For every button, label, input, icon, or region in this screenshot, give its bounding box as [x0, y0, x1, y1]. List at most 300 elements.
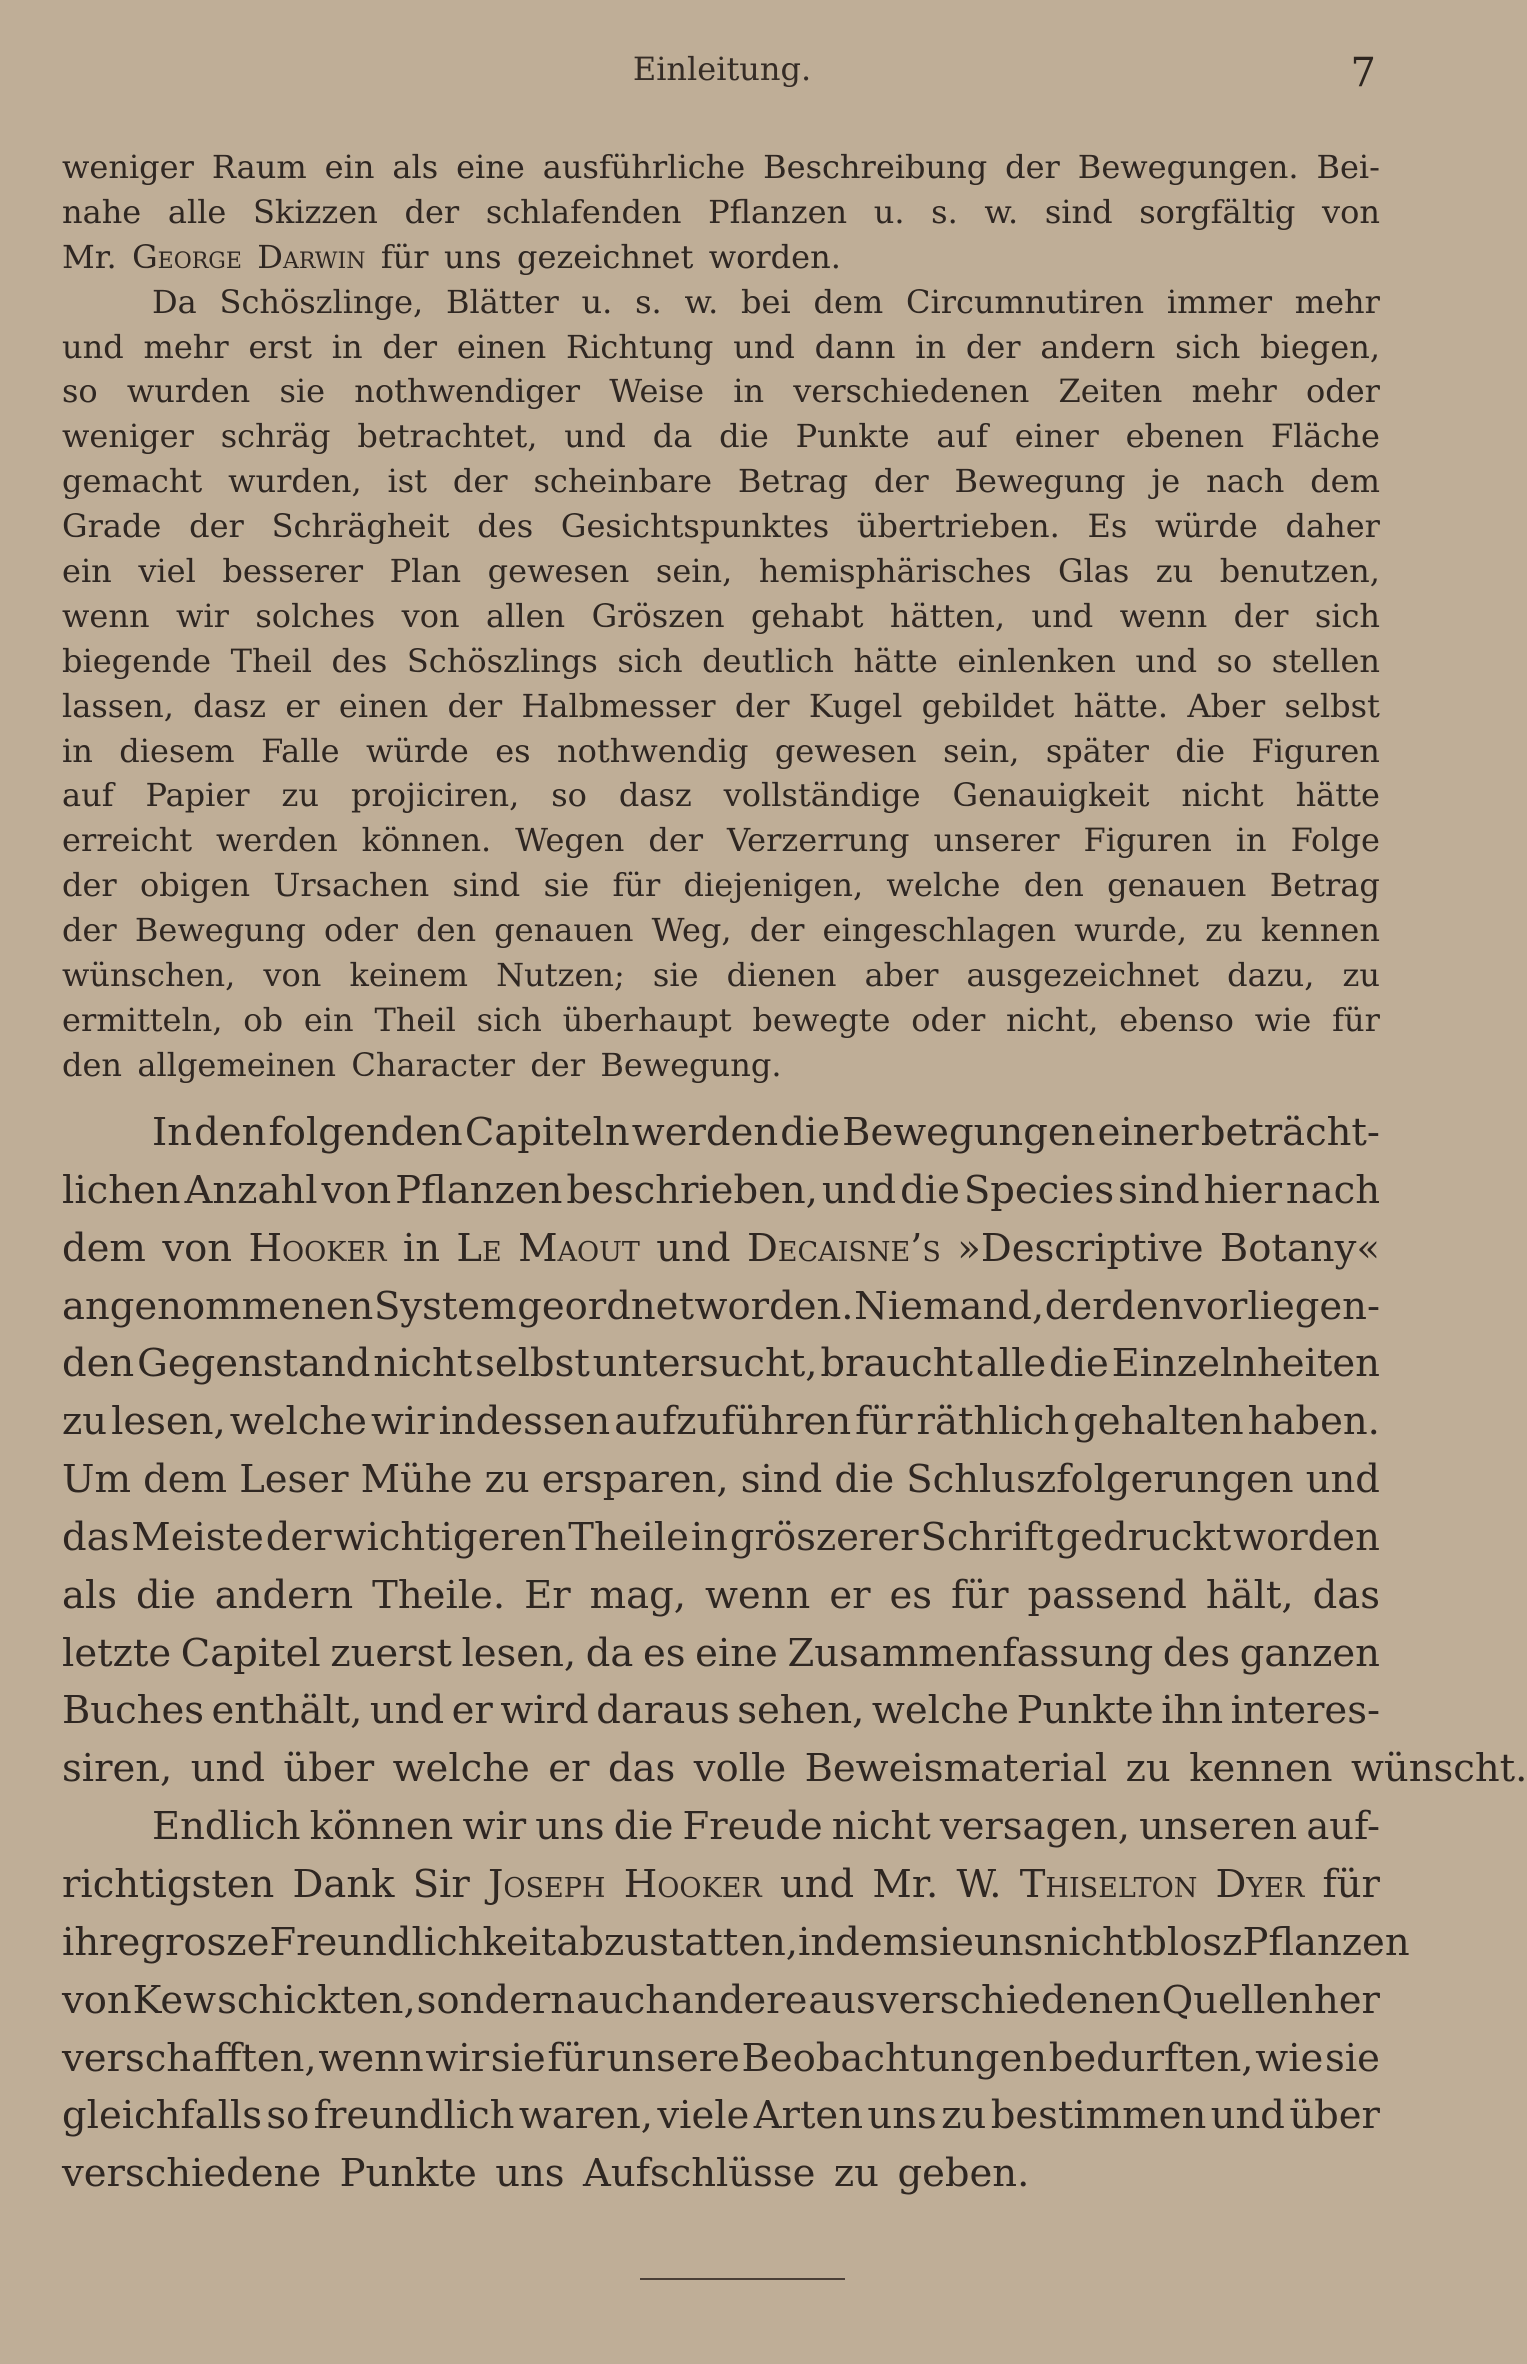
word: können. — [361, 821, 492, 860]
word: bewegte — [752, 1000, 891, 1039]
word: blosz — [1142, 1919, 1243, 1965]
word: sie — [490, 2035, 546, 2081]
word: Falle — [261, 731, 340, 770]
word: dazu, — [1227, 956, 1315, 995]
word: sondern — [416, 1977, 576, 2023]
word: Theile. — [372, 1572, 506, 1618]
word: ganzen — [1239, 1630, 1380, 1676]
word: von — [401, 596, 460, 635]
word: Character — [351, 1045, 515, 1084]
word: sind — [740, 1457, 823, 1503]
word: Thiselton — [1019, 1861, 1198, 1907]
word: auf- — [1306, 1804, 1380, 1850]
word: einlenken — [957, 641, 1116, 680]
word: wir — [462, 1804, 527, 1850]
word: der — [62, 911, 117, 950]
word: beschrieben, — [566, 1167, 818, 1213]
word: Pflanzen — [708, 192, 848, 231]
word: Theile — [568, 1514, 689, 1560]
word: der — [62, 866, 117, 905]
word: zu — [281, 776, 319, 815]
word: welche — [229, 1399, 367, 1445]
word: ermitteln, — [62, 1000, 223, 1039]
word: wünschen, — [62, 956, 236, 995]
word: der — [873, 462, 929, 501]
word: Le — [456, 1225, 502, 1271]
word: obigen — [140, 866, 251, 905]
word: oder — [323, 911, 398, 950]
word: werden — [216, 821, 338, 860]
word: Halbmesser — [521, 686, 716, 725]
word: genauen — [1107, 866, 1247, 905]
word: zu — [1155, 552, 1194, 591]
word: Freundlichkeit — [269, 1919, 557, 1965]
word: lassen, — [62, 686, 174, 725]
word: alle — [975, 1341, 1047, 1387]
text-line — [62, 684, 1380, 729]
text-line — [62, 190, 1380, 235]
word: übertrieben. — [856, 507, 1060, 546]
word: in — [690, 1514, 728, 1560]
text-line — [62, 1798, 1380, 1856]
word: unseren — [1139, 1804, 1298, 1850]
word: uns — [535, 1804, 605, 1850]
word: nicht — [373, 1341, 473, 1387]
word: der — [452, 462, 508, 501]
word: untersucht, — [592, 1341, 818, 1387]
word: wir — [370, 1399, 435, 1445]
word: selbst — [475, 1341, 590, 1387]
word: nothwendig — [556, 731, 749, 770]
word: auf — [62, 776, 114, 815]
word: zu — [941, 2093, 987, 2139]
word: die — [834, 1457, 895, 1503]
text-line — [62, 1393, 1380, 1451]
word: einer — [1014, 417, 1099, 456]
text-line — [62, 145, 1380, 190]
word: immer — [1166, 282, 1272, 321]
word: als — [392, 148, 439, 186]
text-line — [62, 414, 1380, 459]
word: sich — [1314, 596, 1380, 635]
word: sie — [652, 956, 699, 995]
word: Schöszlinge, — [219, 282, 424, 321]
word: Niemand, — [854, 1283, 1045, 1329]
word: hier — [1203, 1167, 1282, 1213]
word: mag, — [589, 1572, 686, 1618]
word: verschiedenen — [793, 372, 1030, 411]
word: würde — [366, 731, 469, 770]
word: Zeiten — [1058, 372, 1163, 411]
word: bedurften, — [1048, 2035, 1254, 2081]
word: Schöszlings — [406, 641, 598, 680]
word: zu — [62, 1399, 108, 1445]
word: für — [612, 866, 661, 905]
word: Punkte — [1016, 1688, 1154, 1734]
word: würde — [1155, 507, 1258, 546]
text-line — [62, 2030, 1380, 2088]
text-line — [62, 953, 1380, 998]
word: Plan — [389, 552, 462, 591]
word: es — [889, 1572, 933, 1618]
word: sind — [452, 866, 521, 905]
word: vollständige — [723, 776, 921, 815]
text-line — [62, 1104, 1380, 1162]
word: Sir — [412, 1861, 470, 1907]
word: Dyer — [1215, 1861, 1305, 1907]
word: weniger — [62, 148, 194, 186]
word: der — [734, 686, 790, 725]
word: System — [373, 1283, 517, 1329]
word: welche — [392, 1746, 530, 1792]
word: so — [551, 776, 587, 815]
word: er — [548, 1746, 590, 1792]
word: Pflanzen — [395, 1167, 563, 1213]
word: sich — [617, 641, 683, 680]
word: letzte — [62, 1630, 172, 1676]
word: eingeschlagen — [822, 911, 1057, 950]
large-print-paragraphs — [62, 1104, 1527, 2203]
word: aus — [808, 1977, 876, 2023]
word: hält, — [1205, 1572, 1294, 1618]
word: räthlich — [916, 1399, 1070, 1445]
word: gebildet — [921, 686, 1055, 725]
word: wenn — [1119, 596, 1208, 635]
word: sie — [279, 372, 326, 411]
word: Betrag — [1269, 866, 1380, 905]
word: einer — [1097, 1110, 1199, 1155]
word: für — [380, 237, 429, 276]
word: verschiedenen — [876, 1977, 1161, 2023]
word: unserer — [933, 821, 1060, 860]
word: ist — [387, 462, 427, 501]
word: wurde, — [1074, 911, 1188, 950]
word: ihn — [1161, 1688, 1224, 1734]
word: wie — [1255, 2035, 1324, 2081]
word: uns — [867, 2093, 937, 2139]
word: Bewegungen. — [1077, 148, 1299, 186]
word: Fläche — [1270, 417, 1380, 456]
word: werden — [631, 1110, 779, 1155]
word: zu — [833, 2151, 879, 2197]
text-line — [62, 1972, 1380, 2030]
text-line — [62, 594, 1380, 639]
word: aufzuführen — [614, 1399, 852, 1445]
word: u. — [581, 282, 613, 321]
word: sie — [543, 866, 590, 905]
word: dem — [813, 282, 884, 321]
word: der — [404, 192, 460, 231]
word: wird — [500, 1688, 589, 1734]
word: Kugel — [808, 686, 903, 725]
word: siren, — [62, 1746, 173, 1792]
word: u. — [873, 192, 905, 231]
word: den — [62, 1341, 135, 1387]
word: erst — [248, 327, 312, 366]
word: der — [265, 1514, 332, 1560]
word: gehalten — [1073, 1399, 1244, 1445]
word: einen — [456, 327, 547, 366]
word: Um — [62, 1457, 131, 1503]
word: ausführliche — [542, 148, 746, 186]
word: abzustatten, — [556, 1919, 799, 1965]
word: dem — [143, 1457, 228, 1503]
word: schlafenden — [485, 192, 682, 231]
word: Circumnutiren — [906, 282, 1145, 321]
word: Bewegung. — [600, 1045, 782, 1084]
word: allgemeinen — [137, 1045, 337, 1084]
word: wie — [1254, 1000, 1312, 1039]
word: kennen — [1260, 911, 1380, 950]
word: stellen — [1271, 641, 1380, 680]
word: gewesen — [774, 731, 917, 770]
word: Weg, — [651, 911, 732, 950]
word: sein, — [655, 552, 733, 591]
word: oder — [1305, 372, 1380, 411]
word: waren, — [518, 2093, 653, 2139]
text-line — [62, 280, 1380, 325]
word: andere — [671, 1977, 808, 2023]
word: der — [382, 327, 438, 366]
word: ebenen — [1125, 417, 1245, 456]
text-line — [62, 773, 1380, 818]
word: Einzelnheiten — [1111, 1341, 1380, 1387]
end-rule — [640, 2278, 845, 2280]
word: des — [331, 641, 388, 680]
word: benutzen, — [1219, 552, 1380, 591]
word: wichtigeren — [333, 1514, 567, 1560]
word: zu — [1342, 956, 1380, 995]
word: die — [1049, 1341, 1109, 1387]
text-line — [62, 1278, 1380, 1336]
word: zuerst — [330, 1630, 452, 1676]
word: Mühe — [360, 1457, 473, 1503]
word: sich — [1175, 327, 1241, 366]
word: haben. — [1247, 1399, 1380, 1445]
word: worden. — [694, 1283, 854, 1329]
text-line — [62, 369, 1380, 414]
word: der — [447, 686, 503, 725]
word: Meiste — [131, 1514, 264, 1560]
word: kennen — [1189, 1746, 1333, 1792]
word: so — [266, 2093, 310, 2139]
word: für — [1332, 1000, 1380, 1039]
word: Figuren — [1251, 731, 1380, 770]
word: das — [607, 1746, 676, 1792]
word: wir — [425, 2035, 490, 2081]
word: enthält, — [211, 1688, 363, 1734]
word: in — [915, 327, 947, 366]
word: angenommenen — [62, 1283, 374, 1329]
word: sorgfältig — [1139, 192, 1296, 231]
text-line — [62, 639, 1380, 684]
text-line — [62, 1567, 1380, 1625]
word: der — [189, 507, 244, 546]
word: dann — [814, 327, 896, 366]
text-line — [62, 325, 1380, 370]
word: in — [402, 1225, 441, 1271]
word: nicht — [1043, 1919, 1143, 1965]
word: ein — [62, 552, 112, 591]
word: zu — [484, 1457, 530, 1503]
word: W. — [956, 1861, 1002, 1907]
word: erreicht — [62, 821, 193, 860]
word: sind — [1118, 1167, 1200, 1213]
word: und — [190, 1746, 266, 1792]
word: braucht — [820, 1341, 973, 1387]
word: der — [1044, 1283, 1111, 1329]
word: oder — [911, 1000, 986, 1039]
word: Capiteln — [464, 1110, 630, 1155]
word: Aber — [1187, 686, 1266, 725]
word: sich — [476, 1000, 542, 1039]
word: betrachtet, — [357, 417, 538, 456]
word: lesen, — [461, 1630, 577, 1676]
text-line — [62, 1043, 1380, 1088]
word: sie — [919, 1919, 974, 1965]
word: mehr — [1294, 282, 1380, 321]
word: wünscht. — [1350, 1746, 1527, 1792]
word: Gegenstand — [137, 1341, 371, 1387]
word: Quellen — [1161, 1977, 1314, 2023]
word: schräg — [220, 417, 331, 456]
word: der — [1233, 596, 1289, 635]
word: von — [1322, 192, 1380, 231]
text-line — [62, 1335, 1380, 1393]
word: dem — [62, 1225, 146, 1271]
word: her — [1313, 1977, 1380, 2023]
word: überhaupt — [562, 1000, 732, 1039]
word: Capitel — [180, 1630, 321, 1676]
word: gleichfalls — [62, 2093, 263, 2139]
word: Nutzen; — [496, 956, 625, 995]
word: gröszerer — [729, 1514, 919, 1560]
word: der — [648, 821, 704, 860]
word: gehabt — [751, 596, 864, 635]
word: Verzerrung — [727, 821, 910, 860]
word: dasz — [193, 686, 267, 725]
word: Hooker — [623, 1861, 762, 1907]
word: die — [719, 417, 769, 456]
word: volle — [693, 1746, 787, 1792]
word: viel — [138, 552, 196, 591]
text-line — [62, 1856, 1380, 1914]
word: Weise — [609, 372, 705, 411]
word: Beweismaterial — [804, 1746, 1108, 1792]
word: für — [547, 2035, 605, 2081]
word: von — [162, 1225, 233, 1271]
word: Hooker — [248, 1225, 387, 1271]
word: der — [965, 327, 1021, 366]
word: später — [1045, 731, 1149, 770]
word: grosze — [140, 1919, 270, 1965]
word: bei — [741, 282, 791, 321]
word: Gröszen — [591, 596, 725, 635]
word: da — [585, 1630, 634, 1676]
text-line — [62, 1451, 1380, 1509]
word: dasz — [618, 776, 692, 815]
word: wenn — [704, 1572, 811, 1618]
word: einen — [338, 686, 429, 725]
word: Aufschlüsse — [583, 2151, 816, 2197]
word: wenn — [62, 596, 150, 635]
word: als — [62, 1572, 118, 1618]
word: sind — [1044, 192, 1113, 231]
text-line — [62, 459, 1380, 504]
word: Wegen — [515, 821, 625, 860]
text-line — [62, 863, 1380, 908]
word: Kew — [132, 1977, 217, 2023]
word: dem — [1310, 462, 1380, 501]
word: den — [1023, 866, 1084, 905]
word: w. — [684, 282, 719, 321]
word: das — [62, 1514, 130, 1560]
word: verschafften, — [62, 2035, 317, 2081]
text-line — [62, 2087, 1380, 2145]
word: Bewegungen — [842, 1110, 1096, 1155]
word: w. — [984, 192, 1019, 231]
text-line — [62, 998, 1380, 1043]
word: mehr — [143, 327, 229, 366]
word: indem — [798, 1919, 920, 1965]
word: für — [855, 1399, 913, 1445]
word: gemacht — [62, 462, 203, 501]
word: und — [1305, 1457, 1380, 1503]
word: für — [951, 1572, 1009, 1618]
word: wurden, — [228, 462, 362, 501]
word: richtigsten — [62, 1861, 275, 1907]
small-print-paragraphs — [62, 145, 1380, 1088]
word: biegende — [62, 641, 212, 680]
word: ob — [243, 1000, 284, 1039]
word: die — [613, 1804, 674, 1850]
word: biegen, — [1260, 327, 1380, 366]
word: und — [1135, 641, 1198, 680]
word: geordnet — [517, 1283, 694, 1329]
word: gewesen — [487, 552, 630, 591]
word: worden. — [708, 237, 841, 276]
word: genauen — [494, 911, 634, 950]
word: worden — [1233, 1514, 1380, 1560]
word: der — [1005, 148, 1060, 186]
word: des — [477, 507, 534, 546]
word: Gesichtspunktes — [560, 507, 830, 546]
word: diejenigen, — [683, 866, 864, 905]
word: wenn — [318, 2035, 424, 2081]
word: Species — [963, 1167, 1115, 1213]
word: der — [530, 1045, 586, 1084]
word: auf — [936, 417, 988, 456]
word: »Descriptive — [957, 1225, 1204, 1271]
word: Betrag — [737, 462, 849, 501]
word: Bei- — [1316, 148, 1380, 186]
text-line — [62, 729, 1380, 774]
word: den — [416, 911, 477, 950]
word: den — [1111, 1283, 1184, 1329]
word: aber — [864, 956, 939, 995]
word: zu — [1205, 911, 1243, 950]
word: hätte — [1295, 776, 1380, 815]
word: ersparen, — [541, 1457, 729, 1503]
text-line — [62, 1220, 1380, 1278]
word: eine — [695, 1630, 778, 1676]
word: und — [733, 327, 795, 366]
word: es — [495, 731, 531, 770]
word: Ursachen — [273, 866, 430, 905]
word: diesem — [119, 731, 235, 770]
word: von — [321, 1167, 392, 1213]
word: und — [779, 1861, 855, 1907]
